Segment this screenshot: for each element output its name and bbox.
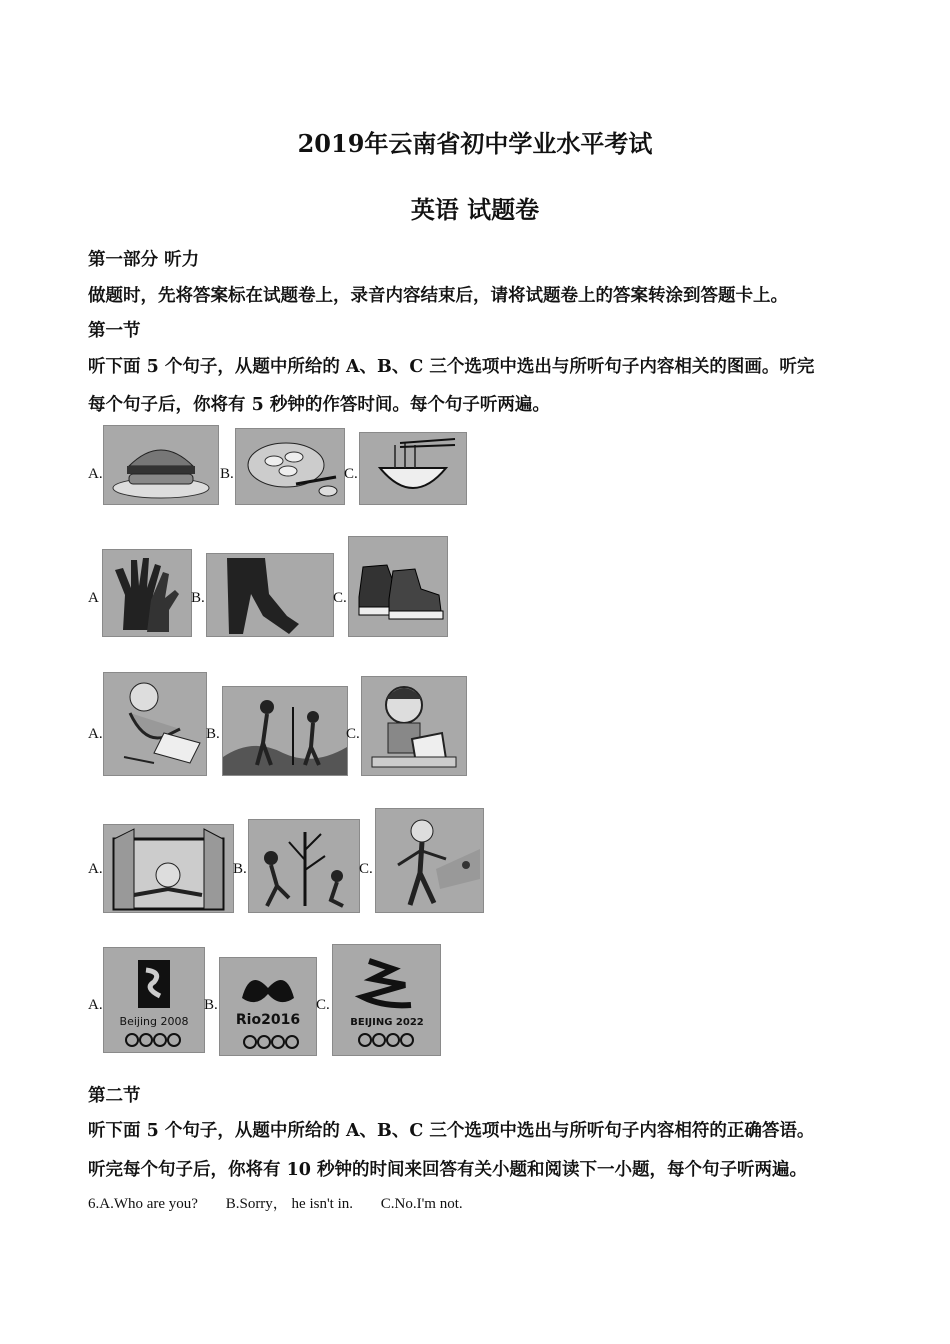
beijing-2022-text: BEIJING 2022 xyxy=(350,1017,424,1028)
planting-tree-image xyxy=(248,819,360,913)
part1-heading: 第一部分 听力 xyxy=(88,250,200,270)
option-c-label: C. xyxy=(344,466,358,482)
dumplings-image xyxy=(235,428,345,505)
beijing-2022-logo xyxy=(332,944,441,1056)
girl-drawing-image xyxy=(103,672,207,776)
option-b-label: B. xyxy=(204,997,218,1013)
option-a-label: A. xyxy=(88,861,103,877)
boy-reading-image xyxy=(361,676,467,776)
q6-option-c: C.No.I'm not. xyxy=(380,1196,463,1212)
option-b-label: B. xyxy=(233,861,247,877)
option-b-label: B. xyxy=(206,726,220,742)
option-b-label: B. xyxy=(220,466,234,482)
exam-title: 2019年云南省初中学业水平考试 xyxy=(297,129,653,158)
rio-2016-logo xyxy=(219,957,317,1056)
option-c-label: C. xyxy=(346,726,360,742)
section1-instruction-line2: 每个句子后，你将有 5 秒钟的作答时间。每个句子听两遍。 xyxy=(88,395,550,415)
part1-instruction: 做题时，先将答案标在试题卷上，录音内容结束后，请将试题卷上的答案转涂到答题卡上。 xyxy=(88,286,788,306)
section2-instruction-line1: 听下面 5 个句子，从题中所给的 A、B、C 三个选项中选出与所听句子内容相符的正确答语。 xyxy=(88,1121,815,1141)
beijing-2008-text: Beijing 2008 xyxy=(119,1015,189,1028)
sneakers-image xyxy=(348,536,448,637)
option-c-label: C. xyxy=(359,861,373,877)
section1-heading: 第一节 xyxy=(88,321,141,341)
q6-option-b: B.Sorry， he isn't in. xyxy=(225,1196,354,1212)
section1-instruction-line1: 听下面 5 个句子，从题中所给的 A、B、C 三个选项中选出与所听句子内容相关的图画。听完 xyxy=(88,357,815,377)
man-walking-image xyxy=(375,808,484,913)
beijing-2008-logo xyxy=(103,947,205,1053)
noodles-image xyxy=(359,432,467,505)
option-b-label: B. xyxy=(191,590,205,606)
option-c-label: C. xyxy=(316,997,330,1013)
option-a-label: A xyxy=(88,590,99,606)
section2-heading: 第二节 xyxy=(88,1086,141,1106)
option-a-label: A. xyxy=(88,726,103,742)
option-a-label: A. xyxy=(88,997,103,1013)
option-a-label: A. xyxy=(88,466,103,482)
gloves-image xyxy=(102,549,192,637)
option-c-label: C. xyxy=(333,590,347,606)
girl-window-image xyxy=(103,824,234,913)
q6-option-a: 6.A.Who are you? xyxy=(88,1196,198,1212)
question-6 xyxy=(88,1192,487,1213)
rio-2016-text: Rio2016 xyxy=(235,1012,301,1028)
people-hiking-image xyxy=(222,686,348,776)
exam-subtitle: 英语 试题卷 xyxy=(410,195,540,224)
section2-instruction-line2: 听完每个句子后，你将有 10 秒钟的时间来回答有关小题和阅读下一小题，每个句子听两遍。 xyxy=(88,1160,808,1180)
trousers-image xyxy=(206,553,334,637)
hamburger-image xyxy=(103,425,219,505)
